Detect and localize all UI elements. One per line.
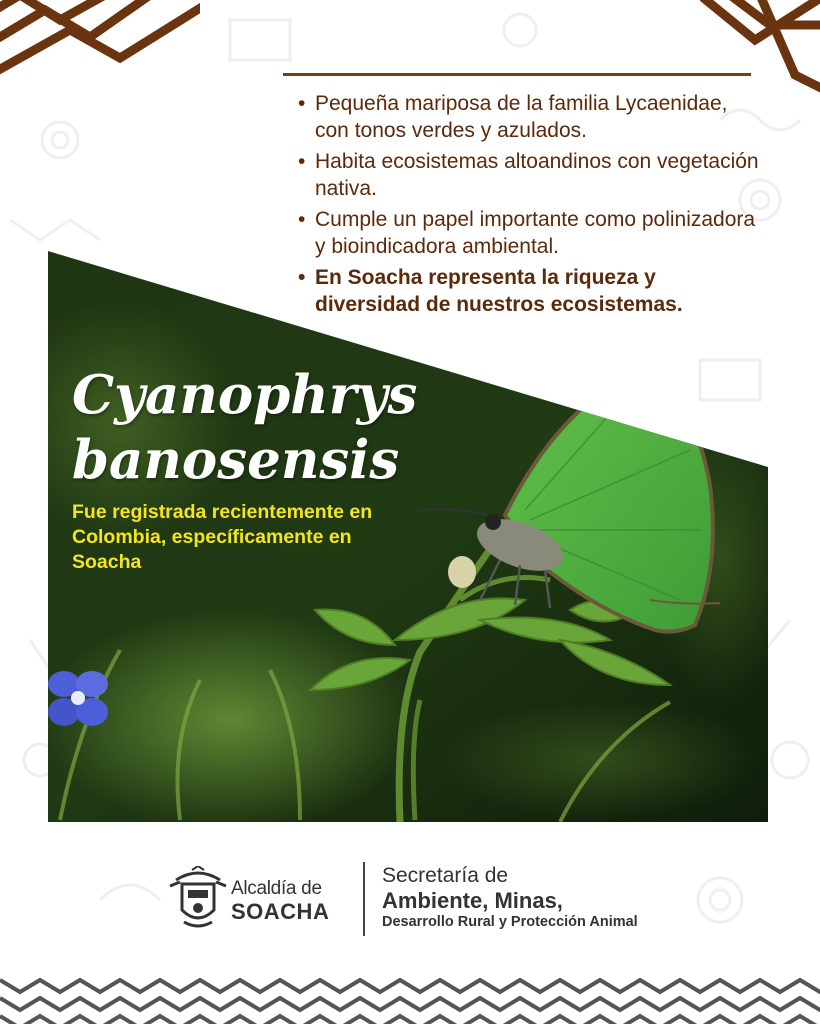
fact-item: • Habita ecosistemas altoandinos con vegetación nativa. — [296, 148, 766, 202]
zigzag-border-bottom — [0, 968, 820, 1024]
species-name: Cyanophrys banosensis — [72, 364, 418, 491]
secretaria-subname: Desarrollo Rural y Protección Animal — [382, 914, 638, 930]
institutional-footer — [168, 858, 688, 938]
species-note: Fue registrada recientemente en Colombia, específicamente en Soacha — [72, 501, 373, 573]
soacha-crest-icon — [168, 866, 228, 932]
secretaria-name: Ambiente, Minas, — [382, 888, 563, 913]
fact-item-highlight: • En Soacha representa la riqueza y diversidad de nuestros ecosistemas. — [296, 264, 766, 318]
fact-item: • Cumple un papel importante como polinizadora y bioindicadora ambiental. — [296, 206, 766, 260]
fact-item: • Pequeña mariposa de la familia Lycaenidae, con tonos verdes y azulados. — [296, 90, 766, 144]
secretaria-label: Secretaría de — [382, 864, 509, 887]
alcaldia-name: SOACHA — [231, 899, 330, 924]
alcaldia-label: Alcaldía de — [231, 878, 322, 899]
footer-divider — [363, 862, 365, 936]
